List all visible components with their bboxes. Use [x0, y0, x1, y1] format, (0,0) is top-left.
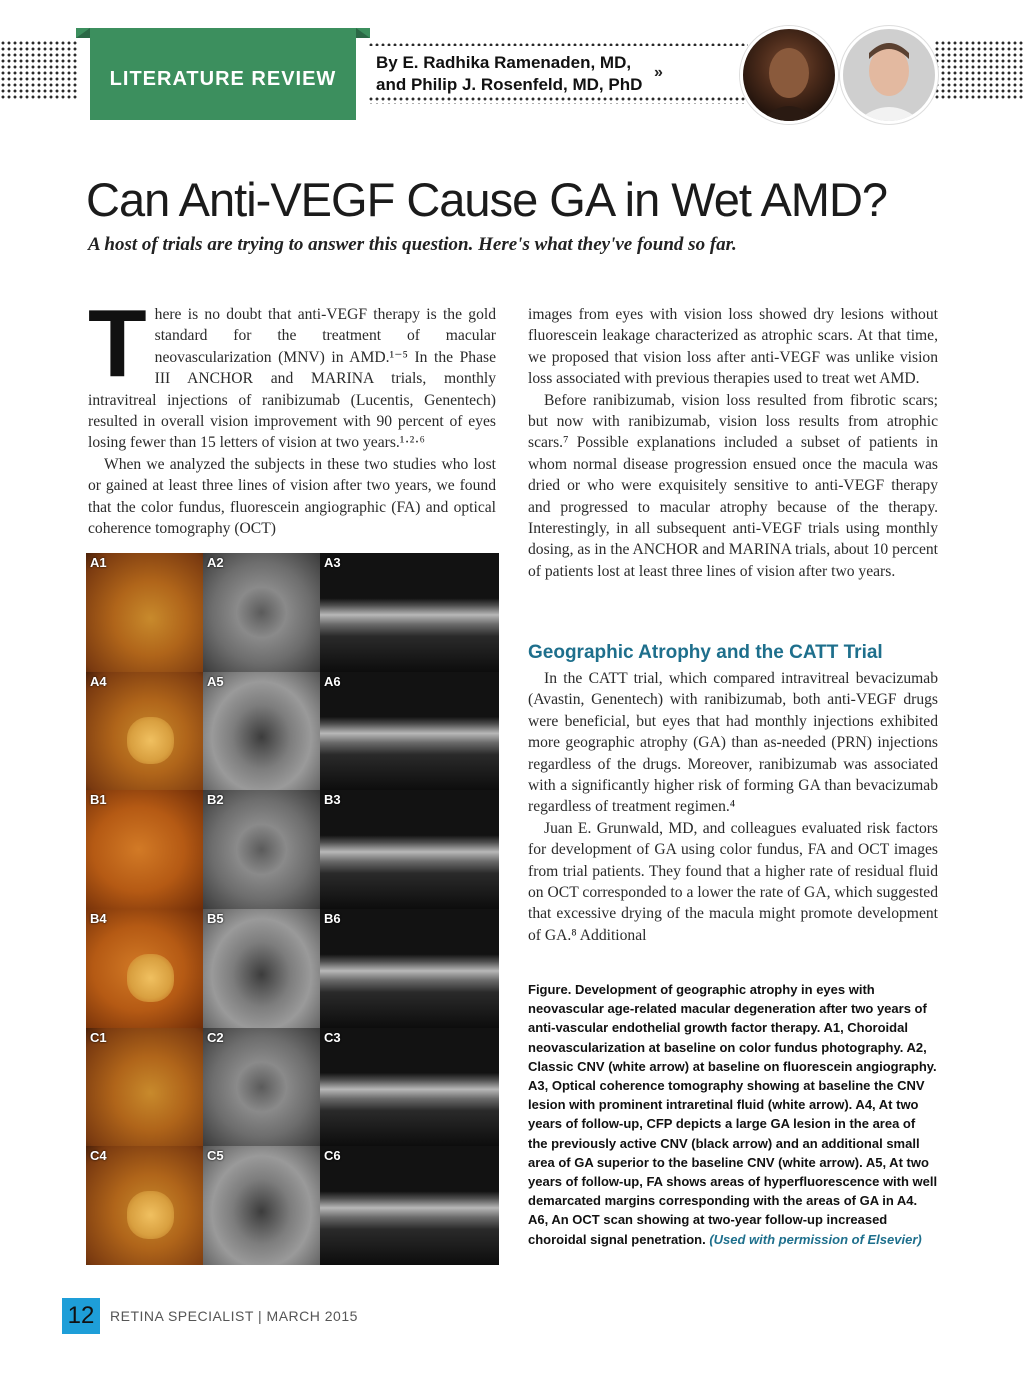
section-tag: LITERATURE REVIEW — [90, 38, 356, 120]
paragraph: Juan E. Grunwald, MD, and colleagues evaluated risk factors for development of GA using color fundus, FA and OCT images from trial patients. They found that a higher rate of residual fluid on OCT corresponded to a lower the rate of GA, which suggested that excessive drying of the macula might promote development of GA.⁸ Additional — [528, 819, 938, 944]
paragraph: In the CATT trial, which compared intravitreal bevacizumab (Avastin, Genentech) with ranibizumab, both anti-VEGF drugs were beneficial, but eyes that had monthly injections exhibited more geographic atrophy (GA) than as-needed (PRN) injections regardless of the drugs. Moreover, ranibizumab was associated with a significantly higher risk of forming GA than bevacizumab regardless of treatment regimen.⁴ — [528, 670, 938, 816]
section-heading: Geographic Atrophy and the CATT Trial — [528, 642, 883, 663]
figure-panel: A5 — [203, 672, 320, 791]
avatar-author-1 — [740, 26, 838, 124]
page-title: Can Anti-VEGF Cause GA in Wet AMD? — [86, 173, 888, 226]
figure-panel: A6 — [320, 672, 499, 791]
decorative-dots-middle — [368, 42, 748, 46]
left-column-text — [88, 290, 496, 539]
decorative-dots-left — [0, 40, 78, 100]
figure-panel: B6 — [320, 909, 499, 1028]
avatar-author-2 — [840, 26, 938, 124]
right-column-text — [528, 304, 938, 582]
figure-panel: B1 — [86, 790, 203, 909]
figure-panel: B5 — [203, 909, 320, 1028]
section-text — [528, 668, 938, 946]
decorative-dots-right — [934, 40, 1024, 100]
figure-panel: C3 — [320, 1028, 499, 1147]
section-tag-fold-left — [76, 28, 90, 38]
figure-caption: Figure. Development of geographic atrophy in eyes with neovascular age-related macular degeneration after two years of anti-vascular endothelial growth factor therapy. A1, Choroidal neovascularization at baseline on color fundus photography. A2, Classic CNV (white arrow) at baseline on fluorescein angiography. A3, Optical coherence tomography showing at baseline the CNV lesion with prominent intraretinal fluid (white arrow). A4, At two years of follow-up, CFP depicts a large GA lesion in the area of the previously active CNV (black arrow) and an additional small area of GA superior to the baseline CNV (white arrow). A5, At two years of follow-up, FA shows areas of hyperfluorescence with well demarcated margins corresponding with the areas of GA in A4. A6, An OCT scan showing at two-year follow-up increased choroidal signal penetration. (Used with permission of Elsevier) — [528, 982, 938, 1247]
figure-credit: (Used with permission of Elsevier) — [709, 1231, 922, 1247]
decorative-dots-middle-bottom — [368, 96, 748, 104]
paragraph: Before ranibizumab, vision loss resulted from fibrotic scars; but now with ranibizumab, vision loss results from atrophic scars.⁷ Possible explanations included a subset of patients in whom normal disease progression ensued once the macula was dried or who were exquisitely sensitive to anti-VEGF therapy and progressed to macular atrophy because of the therapy. Interestingly, in all subsequent anti-VEGF trials using monthly dosing, as in the ANCHOR and MARINA trials, about 10 percent of patients lost at least three lines of vision after two years. — [528, 391, 938, 580]
chevron-icon: » — [654, 64, 663, 81]
figure-panel: C1 — [86, 1028, 203, 1147]
figure-panel: A3 — [320, 553, 499, 672]
figure-panel: B2 — [203, 790, 320, 909]
figure-panel: C6 — [320, 1146, 499, 1265]
drop-cap: T — [88, 290, 147, 397]
figure-panel: C4 — [86, 1146, 203, 1265]
footer-publication: RETINA SPECIALIST | MARCH 2015 — [110, 1308, 358, 1324]
page-number: 12 — [62, 1298, 100, 1334]
section-tag-fold-right — [356, 28, 370, 38]
figure-panel: C2 — [203, 1028, 320, 1147]
paragraph-intro: There is no doubt that anti-VEGF therapy is the gold standard for the treatment of macular neovascularization (MNV) in AMD.¹⁻⁵ In the Phase III ANCHOR and MARINA trials, monthly intravitreal injections of ranibizumab (Lucentis, Genentech) resulted in overall vision improvement with 90 percent of eyes losing fewer than 15 letters of vision at two years.¹·²·⁶ — [88, 290, 496, 452]
figure-panel: A2 — [203, 553, 320, 672]
figure-panel: B4 — [86, 909, 203, 1028]
paragraph: images from eyes with vision loss showed dry lesions without fluorescein leakage characterized as atrophic scars. At that time, we proposed that vision loss after anti-VEGF was unlike vision loss associated with previous therapies used to treat wet AMD. — [528, 306, 938, 388]
figure-panel: A4 — [86, 672, 203, 791]
figure-image-grid — [86, 553, 499, 1265]
section-tag-top — [76, 28, 370, 38]
paragraph: When we analyzed the subjects in these two studies who lost or gained at least three lines of vision after two years, we found that the color fundus, fluorescein angiographic (FA) and optical coherence tomography (OCT) — [88, 455, 496, 538]
byline: By E. Radhika Ramenaden, MD, and Philip J. Rosenfeld, MD, PhD — [376, 53, 643, 94]
figure-panel: A1 — [86, 553, 203, 672]
figure-panel: B3 — [320, 790, 499, 909]
author-1-portrait — [743, 29, 835, 121]
page-subtitle: A host of trials are trying to answer this question. Here's what they've found so far. — [88, 234, 737, 255]
author-2-portrait — [843, 29, 935, 121]
figure-panel: C5 — [203, 1146, 320, 1265]
